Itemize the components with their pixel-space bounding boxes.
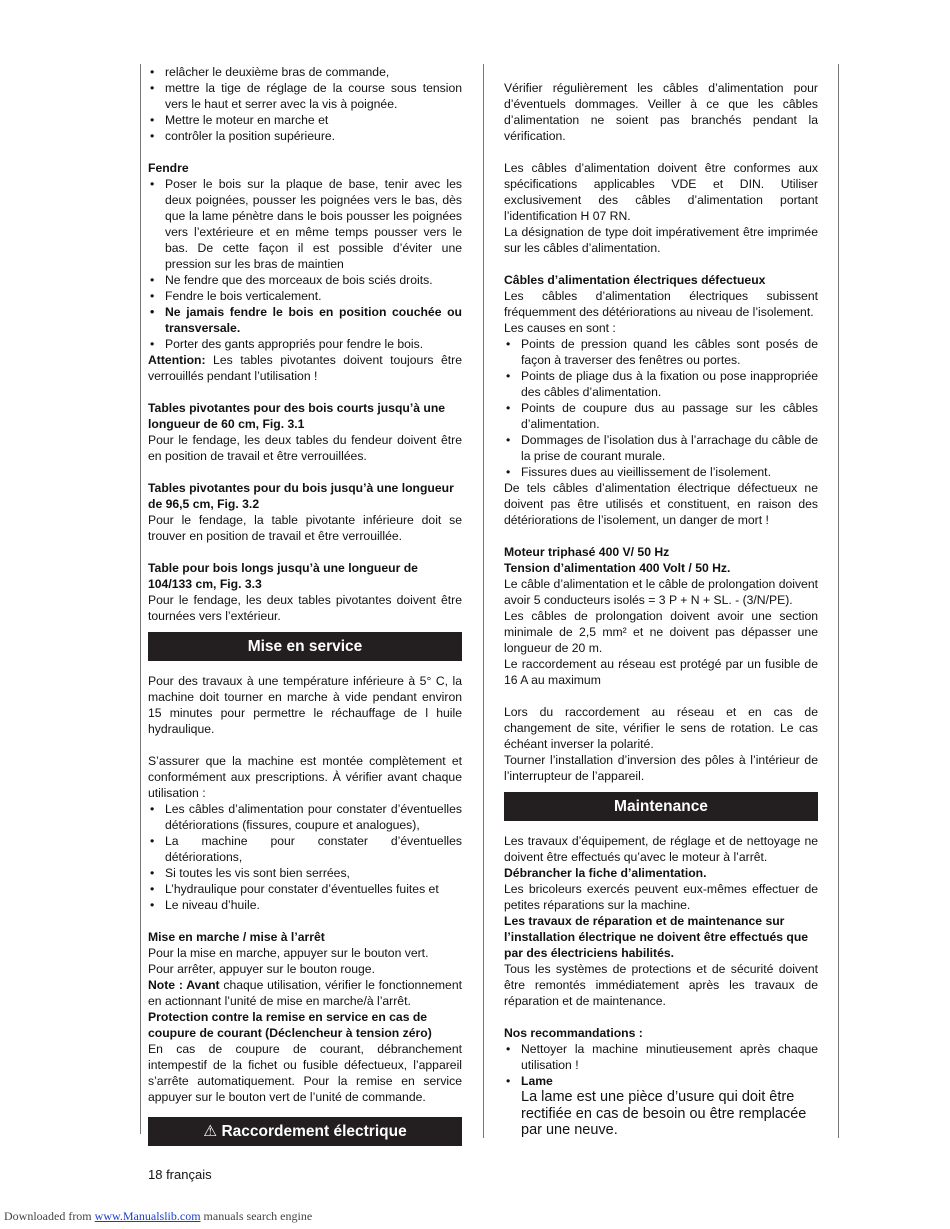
moteur-paragraph-1: Le câble d’alimentation et le câble de prolongation doivent avoir 5 conducteurs isolés = 3 P + N + SL. - (3/N/PE).: [504, 577, 818, 607]
list-item: • La machine pour constater d’éventuelles détériorations,: [148, 833, 462, 865]
list-item: • Nettoyer la machine minutieusement après chaque utilisation !: [504, 1041, 818, 1073]
list-item-warning: • Ne jamais fendre le bois en position couchée ou transversale.: [148, 304, 462, 336]
tension-heading: Tension d’alimentation 400 Volt / 50 Hz.: [504, 561, 731, 575]
tables-long-text: Pour le fendage, les deux tables pivotantes doivent être tournées vers l’extérieur.: [148, 593, 462, 623]
page-number: 18 français: [148, 1167, 212, 1182]
mise-paragraph-2: S’assurer que la machine est montée complètement et conformément aux prescriptions. À vérifier avant chaque utilisation :: [148, 754, 462, 800]
maint-electrician-notice: Les travaux de réparation et de maintenance sur l’installation électrique ne doivent être effectués que par des électriciens habilités.: [504, 914, 809, 960]
list-item: • Points de coupure dus au passage sur les câbles d’alimentation.: [504, 400, 818, 432]
tables-medium-text: Pour le fendage, la table pivotante inférieure doit se trouver en position de travail et être verrouillée.: [148, 513, 462, 543]
list-item: • Points de pression quand les câbles sont posés de façon à traverser des fenêtres ou portes.: [504, 336, 818, 368]
note-text: chaque utilisation, vérifier le fonctionnement en actionnant l’unité de mise en marche/à l’arrêt.: [148, 978, 462, 1008]
cable-type-paragraph: La désignation de type doit impérativement être imprimée sur les câbles d’alimentation.: [504, 225, 818, 255]
list-item: • Si toutes les vis sont bien serrées,: [148, 865, 462, 881]
list-item: • Ne fendre que des morceaux de bois sciés droits.: [148, 272, 462, 288]
list-item: • Points de pliage dus à la fixation ou pose inappropriée des câbles d’alimentation.: [504, 368, 818, 400]
defect-paragraph-3: De tels câbles d’alimentation électrique défectueux ne doivent pas être utilisés et constituent, en raison des détériorations de l’isolement, un danger de mort !: [504, 481, 818, 527]
section-banner-raccordement: ⚠ Raccordement électrique: [148, 1117, 462, 1146]
attention-paragraph: [148, 352, 462, 384]
download-prefix: Downloaded from: [4, 1209, 95, 1223]
lors-paragraph-1: Lors du raccordement au réseau et en cas de changement de site, vérifier le sens de rotation. Le cas échéant inverser la polarité.: [504, 705, 818, 751]
lame-label: Lame: [521, 1074, 553, 1088]
section-banner-maintenance: Maintenance: [504, 792, 818, 821]
lame-text: La lame est une pièce d’usure qui doit être rectifiée en cas de besoin ou être remplacée par une neuve.: [521, 1089, 807, 1138]
recommendations-list: [504, 1041, 818, 1139]
cable-norms-paragraph: Les câbles d’alimentation doivent être conformes aux spécifications applicables VDE et DIN. Utiliser exclusivement des câbles d’alimentation portant l’identification H 07 RN.: [504, 161, 818, 223]
list-item: • Dommages de l’isolation dus à l’arrachage du câble de la prise de courant murale.: [504, 432, 818, 464]
lors-paragraph-2: Tourner l’installation d’inversion des pôles à l’intérieur de l’interrupteur de l’appareil.: [504, 753, 818, 783]
note-paragraph: [148, 977, 462, 1009]
list-item: • relâcher le deuxième bras de commande,: [148, 64, 462, 80]
maint-unplug-notice: Débrancher la fiche d’alimentation.: [504, 866, 707, 880]
list-item: • Poser le bois sur la plaque de base, tenir avec les deux poignées, pousser les poignées vers le bas, dès que la lame pénètre dans le bois pousser les poignées vers l’extérieure et en même temps pousser vers le bas. De cette façon il est possible d’éviter une pression sur les bras de maintien: [148, 176, 462, 272]
defect-paragraph-2: Les causes en sont :: [504, 321, 616, 335]
list-item: • Porter des gants appropriés pour fendre le bois.: [148, 336, 462, 352]
list-item: • mettre la tige de réglage de la course sous tension vers le haut et serrer avec la vis à poignée.: [148, 80, 462, 112]
tables-short-heading: Tables pivotantes pour des bois courts jusqu’à une longueur de 60 cm, Fig. 3.1: [148, 401, 446, 431]
defect-heading: Câbles d’alimentation électriques défectueux: [504, 273, 766, 287]
tables-medium-heading: Tables pivotantes pour du bois jusqu’à une longueur de 96,5 cm, Fig. 3.2: [148, 481, 454, 511]
marche-line-1: Pour la mise en marche, appuyer sur le bouton vert.: [148, 946, 429, 960]
list-item: • Fissures dues au vieillissement de l’isolement.: [504, 464, 818, 480]
mise-paragraph-1: Pour des travaux à une température inférieure à 5° C, la machine doit tourner en marche à vide pendant environ 15 minutes pour permettre le réchauffage de l huile hydraulique.: [148, 674, 462, 736]
mise-check-list: [148, 801, 462, 913]
recommendations-heading: Nos recommandations :: [504, 1026, 643, 1040]
marche-heading: Mise en marche / mise à l’arrêt: [148, 930, 325, 944]
list-item: • contrôler la position supérieure.: [148, 128, 462, 144]
cable-check-paragraph: Vérifier régulièrement les câbles d’alimentation pour d’éventuels dommages. Veiller à ce que les câbles d’alimentation ne soient pas branchés pendant la vérification.: [504, 81, 818, 143]
tables-long-heading: Table pour bois longs jusqu’à une longueur de 104/133 cm, Fig. 3.3: [148, 561, 418, 591]
maint-paragraph-3: Tous les systèmes de protections et de sécurité doivent être remontés immédiatement après les travaux de réparation et de maintenance.: [504, 962, 818, 1008]
download-suffix: manuals search engine: [200, 1209, 313, 1223]
list-item: • Mettre le moteur en marche et: [148, 112, 462, 128]
list-item-lame: [504, 1073, 818, 1139]
right-column: [504, 80, 818, 1139]
defect-cause-list: [504, 336, 818, 480]
list-item: • Les câbles d’alimentation pour constater d’éventuelles détériorations (fissures, coupure et analogues),: [148, 801, 462, 833]
maint-paragraph-2: Les bricoleurs exercés peuvent eux-mêmes effectuer de petites réparations sur la machine.: [504, 882, 818, 912]
attention-text: Les tables pivotantes doivent toujours être verrouillés pendant l’utilisation !: [148, 353, 462, 383]
section-banner-mise-en-service: Mise en service: [148, 632, 462, 661]
defect-paragraph-1: Les câbles d’alimentation électriques subissent fréquemment des détériorations au niveau de l’isolement.: [504, 289, 818, 319]
list-item: • Fendre le bois verticalement.: [148, 288, 462, 304]
manualslib-link[interactable]: www.Manualslib.com: [94, 1209, 201, 1223]
right-column-rule: [838, 64, 839, 1138]
intro-bullet-list: [148, 64, 462, 144]
left-column: [148, 64, 462, 1146]
protection-text: En cas de coupure de courant, débranchement intempestif de la fichet ou fusible défectueux, l’appareil s’arrête automatiquement. Pour la remise en service appuyer sur le bouton vert de l’unité de commande.: [148, 1042, 462, 1104]
left-column-rule: [140, 64, 141, 1134]
moteur-paragraph-2: Les câbles de prolongation doivent avoir une section minimale de 2,5 mm² et ne doivent pas dépasser une longueur de 20 m.: [504, 609, 818, 655]
tables-short-text: Pour le fendage, les deux tables du fendeur doivent être en position de travail et être verrouillées.: [148, 433, 462, 463]
maint-paragraph-1: Les travaux d’équipement, de réglage et de nettoyage ne doivent être effectués qu’avec le moteur à l’arrêt.: [504, 834, 818, 864]
fendre-heading: Fendre: [148, 161, 189, 175]
marche-line-2: Pour arrêter, appuyer sur le bouton rouge.: [148, 962, 375, 976]
moteur-heading: Moteur triphasé 400 V/ 50 Hz: [504, 545, 670, 559]
attention-label: Attention:: [148, 353, 206, 367]
note-label: Note : Avant: [148, 978, 220, 992]
protection-heading: Protection contre la remise en service en cas de coupure de courant (Déclencheur à tension zéro): [148, 1010, 432, 1040]
download-footer: [4, 1209, 312, 1224]
moteur-paragraph-3: Le raccordement au réseau est protégé par un fusible de 16 A au maximum: [504, 657, 818, 687]
fendre-bullet-list: [148, 176, 462, 352]
list-item: • Le niveau d’huile.: [148, 897, 462, 913]
list-item: • L’hydraulique pour constater d’éventuelles fuites et: [148, 881, 462, 897]
center-column-rule: [483, 64, 484, 1138]
